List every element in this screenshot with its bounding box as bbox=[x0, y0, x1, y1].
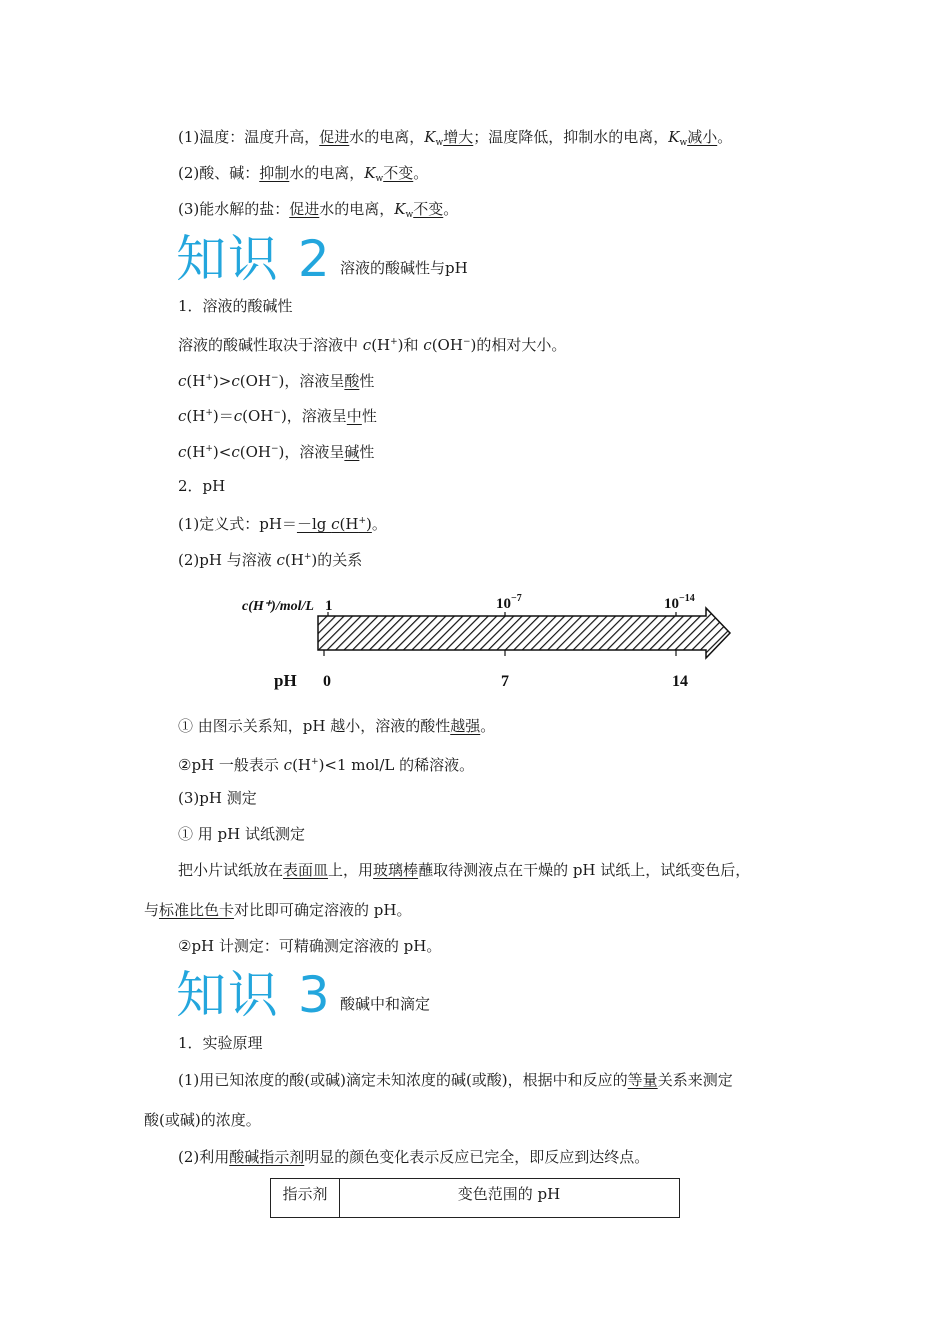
section-2-badge: 知识 2 bbox=[176, 230, 332, 288]
principle-1-cont: 酸(或碱)的浓度。 bbox=[144, 1111, 261, 1129]
conc-tick-1e-14: $10^{-14}$ bbox=[664, 593, 695, 612]
principle-2: (2)利用酸碱指示剂明显的颜色变化表示反应已完全，即反应到达终点。 bbox=[178, 1148, 650, 1166]
acidic-rule: c(H+)>c(OH−)，溶液呈酸性 bbox=[178, 372, 375, 390]
table-header-indicator: 指示剂 bbox=[271, 1179, 340, 1217]
test-paper-procedure: 把小片试纸放在表面皿上，用玻璃棒蘸取待测液点在干燥的 pH 试纸上，试纸变色后， bbox=[178, 861, 751, 879]
section-3-badge: 知识 3 bbox=[176, 966, 332, 1024]
conc-tick-1: 1 bbox=[325, 598, 333, 614]
concentration-axis-label: c(H⁺)/mol/L bbox=[242, 599, 314, 614]
note-dilute-solution: ②pH 一般表示 c(H+)<1 mol/L 的稀溶液。 bbox=[178, 756, 475, 774]
ph-definition: (1)定义式：pH＝－lg c(H+)。 bbox=[178, 515, 387, 533]
ph-axis-label: pH bbox=[274, 671, 297, 690]
acid-base-effect-line: (2)酸、碱：抑制水的电离，$K_w$不变。 bbox=[178, 164, 429, 184]
section-2-title: 溶液的酸碱性与pH bbox=[340, 259, 468, 277]
ph-tick-7: 7 bbox=[501, 673, 509, 690]
hatched-arrow bbox=[318, 608, 730, 658]
note-smaller-ph: ① 由图示关系知，pH 越小，溶液的酸性越强。 bbox=[178, 717, 496, 735]
salt-effect-line: (3)能水解的盐：促进水的电离，$K_w$不变。 bbox=[178, 200, 459, 220]
test-paper-procedure-cont: 与标准比色卡对比即可确定溶液的 pH。 bbox=[144, 901, 412, 919]
conc-tick-1e-7: $10^{-7}$ bbox=[496, 593, 522, 612]
subheading-principle: 1．实验原理 bbox=[178, 1034, 263, 1052]
acidity-determinant: 溶液的酸碱性取决于溶液中 c(H+)和 c(OH−)的相对大小。 bbox=[178, 336, 567, 354]
ph-concentration-diagram bbox=[230, 585, 750, 695]
method-test-paper: ① 用 pH 试纸测定 bbox=[178, 825, 305, 843]
subheading-ph-measurement: (3)pH 测定 bbox=[178, 789, 257, 807]
method-ph-meter: ②pH 计测定：可精确测定溶液的 pH。 bbox=[178, 937, 442, 955]
subheading-ph: 2．pH bbox=[178, 477, 226, 495]
ph-tick-14: 14 bbox=[672, 673, 688, 690]
table-header-ph-range: 变色范围的 pH bbox=[457, 1185, 561, 1203]
neutral-rule: c(H+)＝c(OH−)，溶液呈中性 bbox=[178, 407, 377, 425]
section-3-title: 酸碱中和滴定 bbox=[340, 995, 431, 1013]
subheading-acidity: 1．溶液的酸碱性 bbox=[178, 297, 293, 315]
temperature-effect-line: (1)温度：温度升高，促进水的电离，$K_w$增大；温度降低，抑制水的电离，$K_w$减小。 bbox=[178, 128, 733, 148]
principle-1: (1)用已知浓度的酸(或碱)滴定未知浓度的碱(或酸)，根据中和反应的等量关系来测定 bbox=[178, 1071, 733, 1089]
ph-tick-0: 0 bbox=[323, 673, 331, 690]
ph-relation-heading: (2)pH 与溶液 c(H+)的关系 bbox=[178, 551, 363, 569]
indicator-table bbox=[270, 1178, 680, 1218]
basic-rule: c(H+)<c(OH−)，溶液呈碱性 bbox=[178, 443, 375, 461]
